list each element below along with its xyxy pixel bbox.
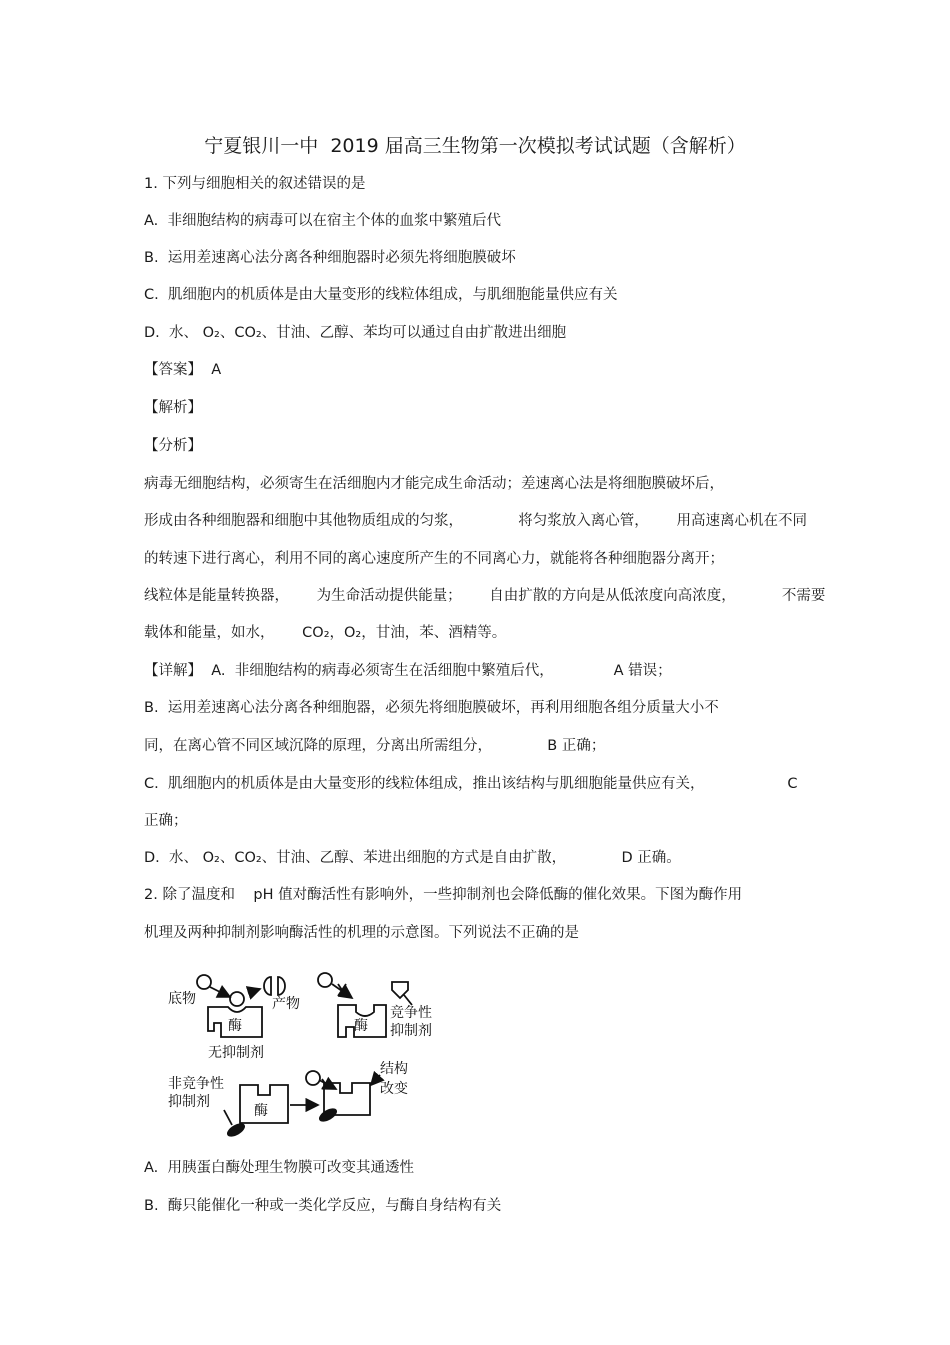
label-competitive: 竞争性 <box>390 1005 432 1021</box>
q1-stem: 1. 下列与细胞相关的叙述错误的是 <box>144 176 366 192</box>
substrate-circle <box>197 975 211 989</box>
q1-option-c: C. 肌细胞内的机质体是由大量变形的线粒体组成，与肌细胞能量供应有关 <box>144 287 618 303</box>
q1-option-b: B. 运用差速离心法分离各种细胞器时必须先将细胞膜破坏 <box>144 250 516 266</box>
product-shape <box>264 977 271 995</box>
arrow <box>248 989 260 993</box>
q1-fenxi-line: 线粒体是能量转换器， 为生命活动提供能量； 自由扩散的方向是从低浓度向高浓度， 不需要 <box>144 588 826 604</box>
q2-option-b: B. 酶只能催化一种或一类化学反应，与酶自身结构有关 <box>144 1198 502 1214</box>
q1-detail-line: 【详解】 A. 非细胞结构的病毒必须寄生在活细胞中繁殖后代， A 错误； <box>144 663 672 679</box>
q1-detail-line: C. 肌细胞内的机质体是由大量变形的线粒体组成，推出该结构与肌细胞能量供应有关， C <box>144 776 798 792</box>
arrow <box>210 987 230 997</box>
label-structure-change: 结构 <box>380 1061 408 1077</box>
label-product: 产物 <box>272 996 300 1012</box>
q1-answer: 【答案】 A <box>144 362 222 378</box>
q2-stem-line: 2. 除了温度和 pH 值对酶活性有影响外，一些抑制剂也会降低酶的催化效果。下图为酶作用 <box>144 887 743 903</box>
label-structure-change: 改变 <box>380 1081 408 1097</box>
q1-option-d: D. 水、 O₂、CO₂、甘油、乙醇、苯均可以通过自由扩散进出细胞 <box>144 325 567 341</box>
q1-detail-line: 正确； <box>144 813 188 829</box>
substrate-circle <box>318 973 332 987</box>
label-substrate: 底物 <box>168 991 196 1007</box>
q2-stem-line: 机理及两种抑制剂影响酶活性的机理的示意图。下列说法不正确的是 <box>144 925 579 941</box>
label-enzyme: 酶 <box>354 1018 368 1034</box>
label-noncompetitive: 非竞争性 <box>168 1076 224 1092</box>
label-enzyme: 酶 <box>254 1103 268 1119</box>
label-no-inhibitor: 无抑制剂 <box>208 1045 264 1061</box>
page-title: 宁夏银川一中 2019 届高三生物第一次模拟考试试题（含解析） <box>204 135 746 157</box>
q1-fenxi-line: 的转速下进行离心，利用不同的离心速度所产生的不同离心力，就能将各种细胞器分离开； <box>144 551 724 567</box>
q1-fenxi-line: 形成由各种细胞器和细胞中其他物质组成的匀浆， 将匀浆放入离心管， 用高速离心机在不同 <box>144 513 807 529</box>
label-enzyme: 酶 <box>228 1018 242 1034</box>
product-shape <box>278 977 285 995</box>
label-noncompetitive: 抑制剂 <box>168 1094 210 1110</box>
enzyme-inhibitor-diagram <box>168 965 458 1145</box>
substrate-circle <box>306 1071 320 1085</box>
substrate-bound-circle <box>230 992 244 1006</box>
q2-option-a: A. 用胰蛋白酶处理生物膜可改变其通透性 <box>144 1160 414 1176</box>
q1-fenxi-line: 载体和能量，如水， CO₂，O₂，甘油，苯、酒精等。 <box>144 625 507 641</box>
q1-analysis-heading: 【解析】 <box>144 400 202 416</box>
q1-option-a: A. 非细胞结构的病毒可以在宿主个体的血浆中繁殖后代 <box>144 213 501 229</box>
label-competitive: 抑制剂 <box>390 1023 432 1039</box>
q1-detail-line: 同，在离心管不同区域沉降的原理，分离出所需组分， B 正确； <box>144 738 606 754</box>
q1-detail-line: B. 运用差速离心法分离各种细胞器，必须先将细胞膜破坏，再利用细胞各组分质量大小不 <box>144 700 719 716</box>
q1-detail-line: D. 水、 O₂、CO₂、甘油、乙醇、苯进出细胞的方式是自由扩散， D 正确。 <box>144 850 681 866</box>
q1-fenxi-line: 病毒无细胞结构，必须寄生在活细胞内才能完成生命活动；差速离心法是将细胞膜破坏后， <box>144 476 724 492</box>
arrow <box>371 1075 380 1085</box>
q1-fenxi-heading: 【分析】 <box>144 438 202 454</box>
